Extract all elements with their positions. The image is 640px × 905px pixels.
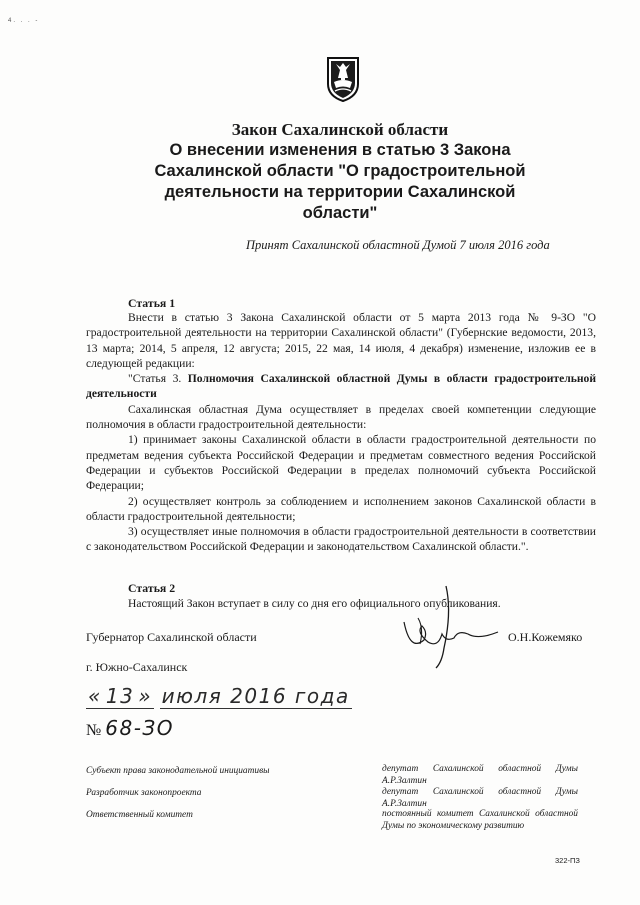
- date-close-quote: »: [138, 684, 153, 708]
- article-1-heading: Статья 1: [128, 296, 176, 310]
- footer-value-committee: постоянный комитет Сахалинской областной Думы по экономическому развитию: [382, 809, 578, 831]
- article-2-heading: Статья 2: [128, 581, 176, 595]
- article-3-item-3: 3) осуществляет иные полномочия в области градостроительной деятельности в соответствии с законодательством Российской Федерации и законодательством Сахалинской области.".: [86, 525, 596, 554]
- law-number: [86, 716, 174, 740]
- number-sign: №: [86, 722, 102, 739]
- sakhalin-coat-of-arms-icon: [326, 56, 360, 102]
- article-3-title: Полномочия Сахалинской областной Думы в области градостроительной деятельности: [86, 372, 597, 401]
- article-1-intro: Внести в статью 3 Закона Сахалинской области от 5 марта 2013 года № 9-ЗО "О градостроительной деятельности на территории Сахалинской области" (Губернские ведомости, 2013, 13 марта; 2014, 5 апреля, 12 августа; 2015, 22 мая, 14 июля, 4 декабря) изменение, изложив ее в следующей редакции:: [86, 311, 596, 370]
- footer-value-developer: депутат Сахалинской областной Думы А.Р.Залтин: [382, 787, 578, 809]
- date-day: 13: [105, 684, 135, 708]
- law-title-line: Сахалинской области "О градостроительной: [154, 162, 526, 180]
- signing-date: [86, 684, 352, 709]
- law-title-line: деятельности на территории Сахалинской: [164, 183, 516, 201]
- document-code: 322-ПЗ: [555, 856, 580, 865]
- governor-signature: [398, 582, 508, 672]
- footer-label-initiative: Субъект права законодательной инициативы: [86, 766, 270, 776]
- adoption-note: Принят Сахалинской областной Думой 7 июля 2016 года: [246, 238, 550, 252]
- footer-label-committee: Ответственный комитет: [86, 810, 193, 820]
- law-title: [120, 120, 560, 224]
- scan-mark: 4. . . -: [8, 18, 40, 24]
- governor-title: Губернатор Сахалинской области: [86, 630, 257, 644]
- date-month-year: июля 2016 года: [161, 684, 350, 708]
- footer-label-developer: Разработчик законопроекта: [86, 788, 202, 798]
- law-title-line: области": [302, 204, 378, 222]
- article-2-body: [86, 596, 596, 611]
- quote-prefix: "Статья 3.: [128, 372, 188, 386]
- article-3-heading: [86, 371, 596, 402]
- law-type-heading: Закон Сахалинской области: [231, 120, 449, 139]
- law-title-line: О внесении изменения в статью 3 Закона: [169, 141, 511, 159]
- footer-value-initiative: депутат Сахалинской областной Думы А.Р.Залтин: [382, 764, 578, 786]
- article-3-item-2: 2) осуществляет контроль за соблюдением и исполнением законов Сахалинской области в области градостроительной деятельности;: [86, 494, 596, 523]
- article-2-text: Настоящий Закон вступает в силу со дня его официального опубликования.: [128, 597, 501, 610]
- city-name: г. Южно-Сахалинск: [86, 660, 188, 674]
- law-number-value: 68-ЗО: [105, 716, 174, 740]
- article-3-paragraph: Сахалинская областная Дума осуществляет в пределах своей компетенции следующие полномочия в области градостроительной деятельности:: [86, 402, 596, 432]
- article-3-item-1: 1) принимает законы Сахалинской области в области градостроительной деятельности по предметам ведения субъекта Российской Федерации и предметам совместного ведения Российской Федерации и субъектов Российской Федерации в пределах полномочий субъекта Российской Федерации;: [86, 433, 596, 493]
- date-open-quote: «: [88, 684, 102, 708]
- article-1-body: [86, 310, 596, 555]
- governor-name: О.Н.Кожемяко: [508, 630, 583, 644]
